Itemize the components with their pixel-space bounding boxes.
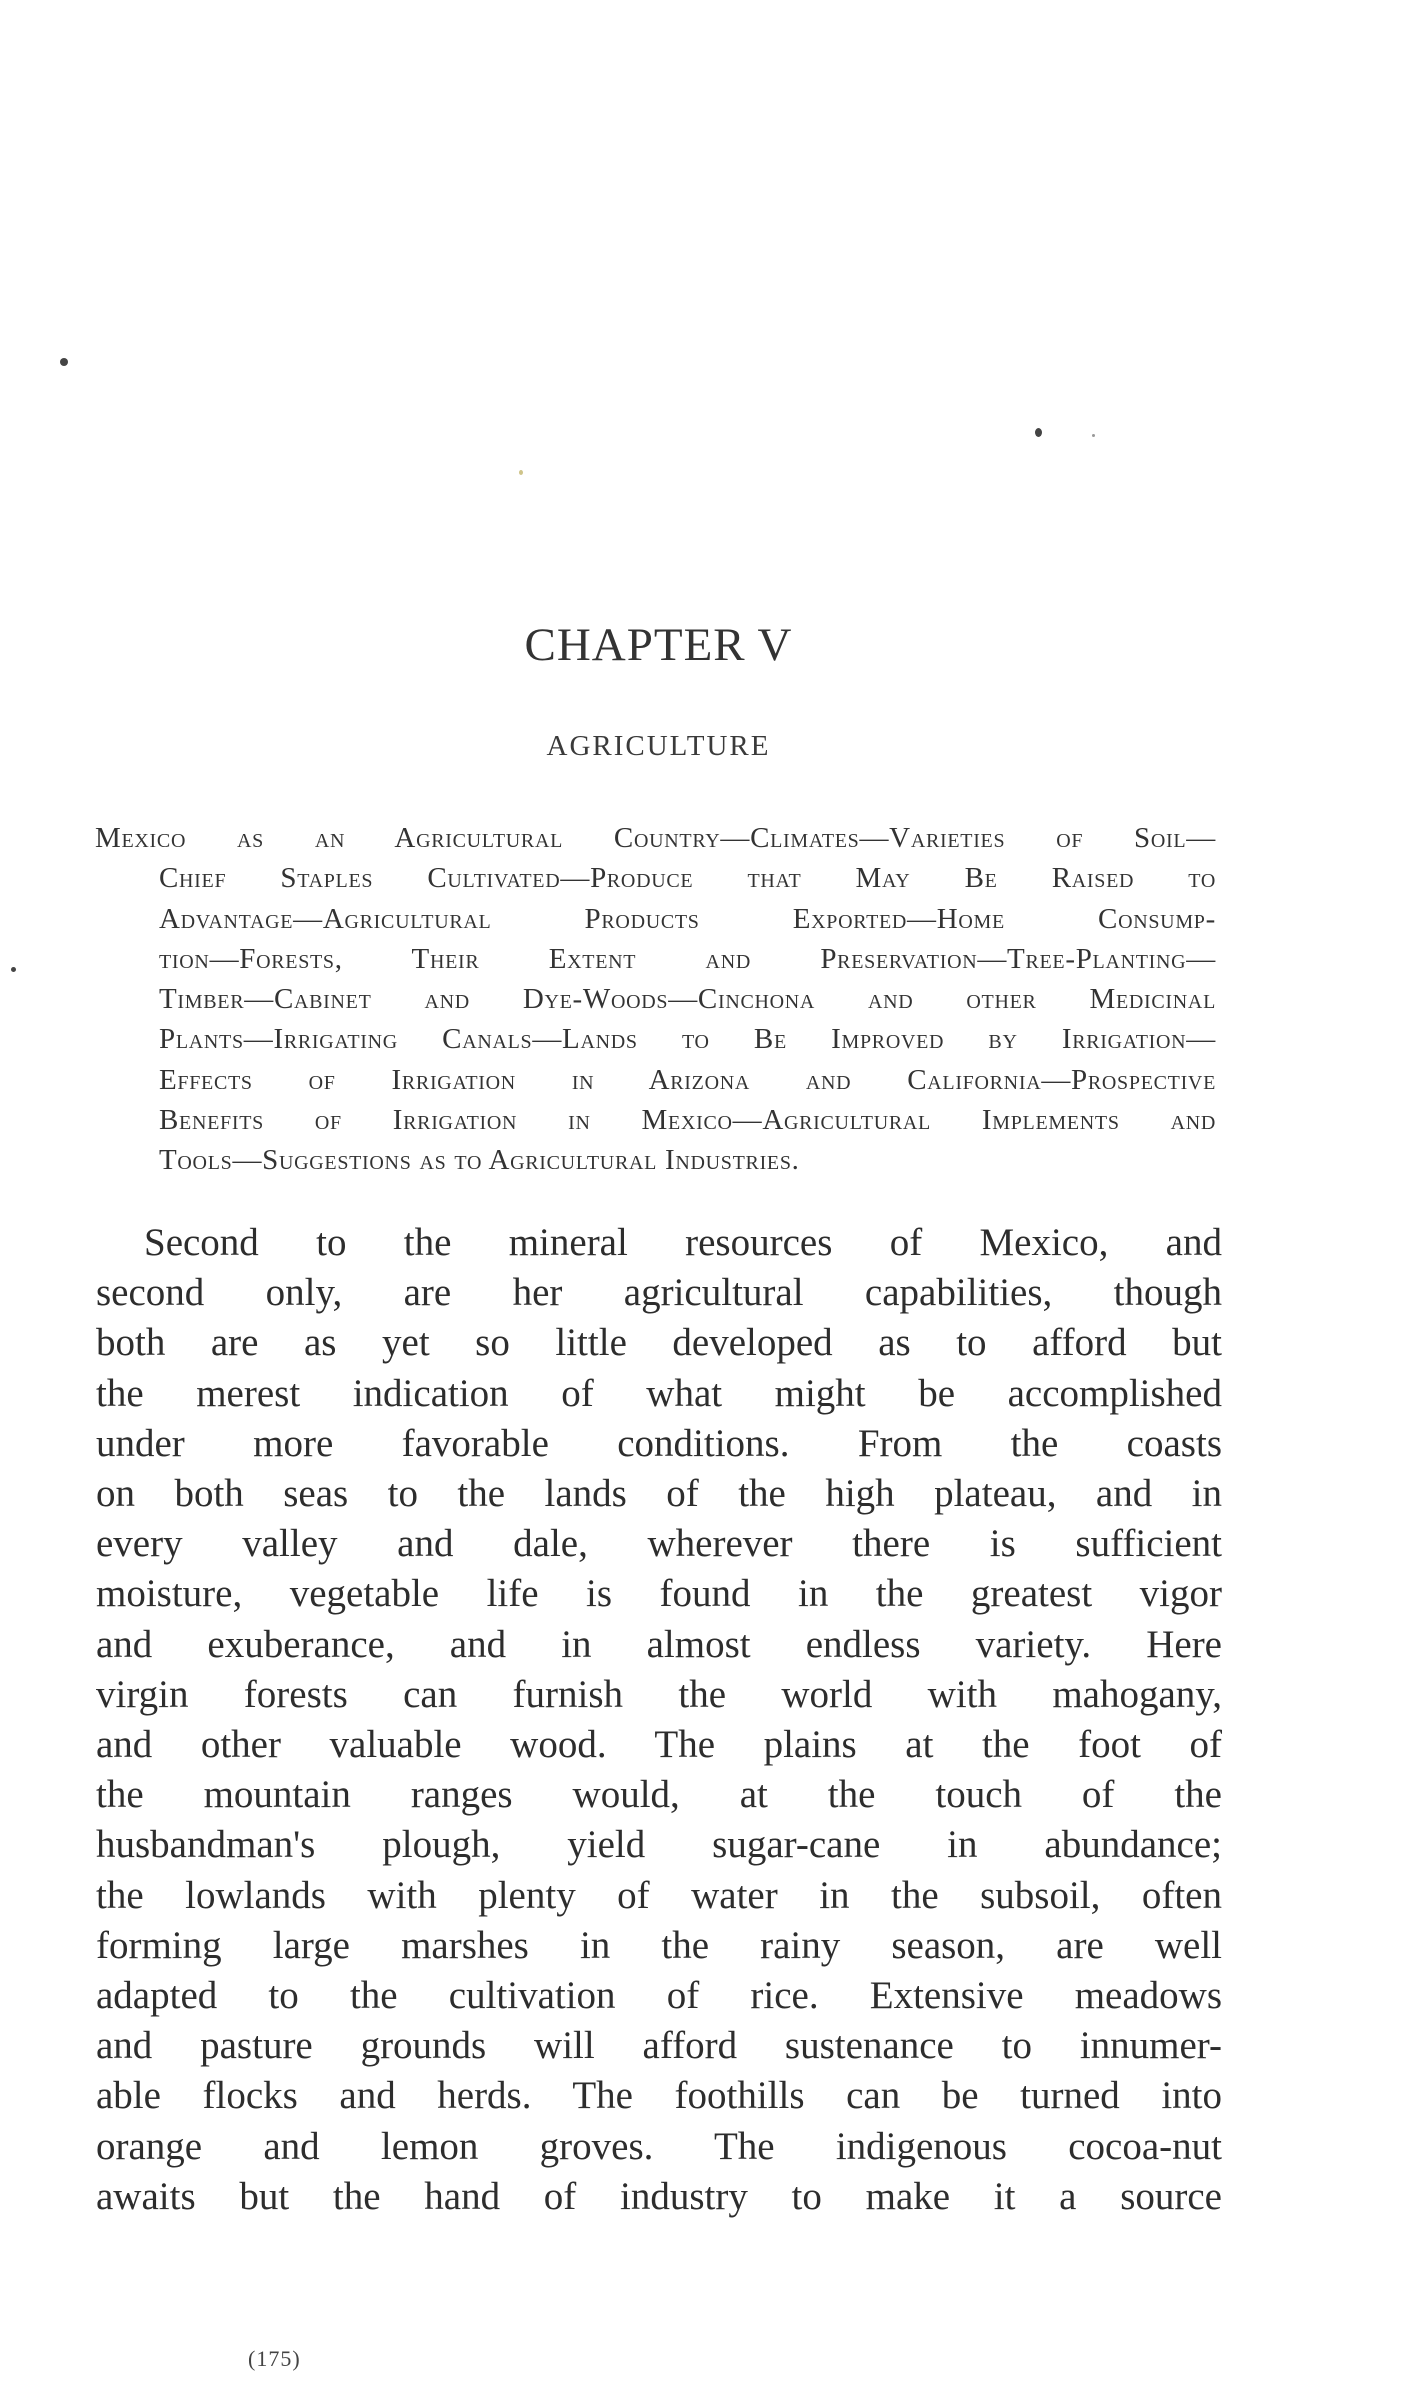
body-line: and pasture grounds will afford sustenance to innumer- xyxy=(96,2024,1222,2068)
body-line: husbandman's plough, yield sugar-cane in abundance; xyxy=(96,1823,1222,1867)
body-line: and other valuable wood. The plains at the foot of xyxy=(96,1723,1222,1767)
body-line: the mountain ranges would, at the touch of the xyxy=(96,1773,1222,1817)
body-line: second only, are her agricultural capabilities, though xyxy=(96,1271,1222,1315)
body-line: able flocks and herds. The foothills can be turned into xyxy=(96,2074,1222,2118)
body-line: Second to the mineral resources of Mexico, and xyxy=(144,1221,1222,1264)
ink-speck xyxy=(1035,428,1042,437)
body-line: the merest indication of what might be accomplished xyxy=(96,1371,1222,1415)
ink-speck xyxy=(1092,434,1095,437)
body-line: under more favorable conditions. From the coasts xyxy=(96,1421,1222,1465)
chapter-synopsis xyxy=(96,818,1216,1181)
synopsis-line: Chief Staples Cultivated—Produce that May Be Raised to xyxy=(159,862,1216,895)
synopsis-line: Plants—Irrigating Canals—Lands to Be Improved by Irrigation— xyxy=(159,1023,1216,1056)
body-line: virgin forests can furnish the world with mahogany, xyxy=(96,1672,1222,1716)
body-line: on both seas to the lands of the high plateau, and in xyxy=(96,1472,1222,1516)
body-line: every valley and dale, wherever there is sufficient xyxy=(96,1522,1222,1566)
body-line: adapted to the cultivation of rice. Extensive meadows xyxy=(96,1974,1222,2018)
body-line: forming large marshes in the rainy season, are well xyxy=(96,1923,1222,1967)
chapter-heading: CHAPTER V xyxy=(524,619,793,671)
body-line: awaits but the hand of industry to make it a source xyxy=(96,2174,1222,2218)
synopsis-line: Effects of Irrigation in Arizona and California—Prospective xyxy=(159,1063,1216,1096)
ink-speck xyxy=(60,358,68,366)
ink-speck xyxy=(11,967,16,972)
synopsis-line: tion—Forests, Their Extent and Preservation—Tree-Planting— xyxy=(159,942,1216,975)
synopsis-line: Benefits of Irrigation in Mexico—Agricultural Implements and xyxy=(159,1104,1216,1137)
synopsis-line: Timber—Cabinet and Dye-Woods—Cinchona and other Medicinal xyxy=(159,983,1216,1016)
body-line: orange and lemon groves. The indigenous cocoa-nut xyxy=(96,2124,1222,2168)
chapter-title: AGRICULTURE xyxy=(546,730,771,762)
body-line: the lowlands with plenty of water in the subsoil, often xyxy=(96,1873,1222,1917)
body-line: moisture, vegetable life is found in the greatest vigor xyxy=(96,1572,1222,1616)
synopsis-line: Mexico as an Agricultural Country—Climates—Varieties of Soil— xyxy=(95,822,1216,854)
body-line: both are as yet so little developed as to afford but xyxy=(96,1321,1222,1365)
body-line: and exuberance, and in almost endless variety. Here xyxy=(96,1622,1222,1666)
synopsis-line: Tools—Suggestions as to Agricultural Industries. xyxy=(159,1144,800,1177)
page-number: (175) xyxy=(248,2346,301,2371)
body-paragraph xyxy=(96,1218,1222,2222)
ink-speck xyxy=(519,470,523,475)
synopsis-line: Advantage—Agricultural Products Exported—Home Consump- xyxy=(159,902,1216,935)
